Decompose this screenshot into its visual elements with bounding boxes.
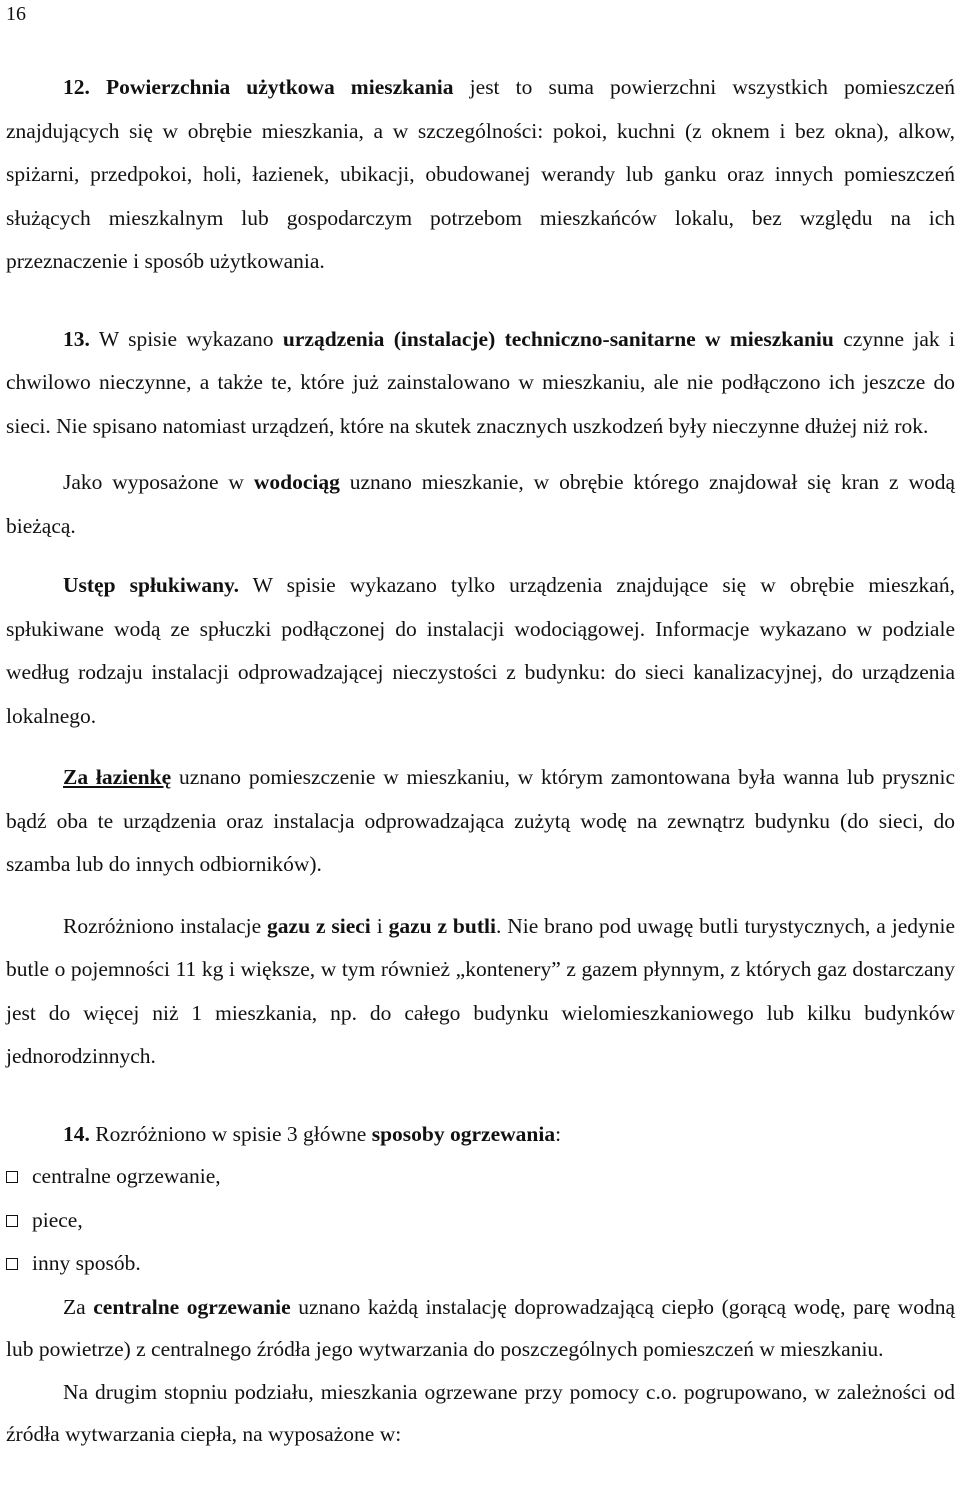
page-number: 16 — [6, 3, 26, 25]
section-14-paragraph-2 — [6, 1286, 955, 1371]
section-13-p2-text: uznano mieszkanie, w obrębie którego znajdował się kran z wodą bieżącą. — [6, 470, 956, 538]
section-13-p5-text: . Nie brano pod uwagę butli turystycznych, a jedynie butle o pojemności 11 kg i większe, w tym również „kontenery” z gazem płynnym, z których gaz dostarczany jest do więcej niż 1 mieszkania, np. do całego budynku wielomieszkaniowego lub kilku budynków jednorodzinnych. — [6, 913, 956, 1068]
section-14-number: 14. — [63, 1121, 90, 1146]
section-14-intro: Rozróżniono w spisie 3 główne — [95, 1121, 367, 1146]
checkbox-square-icon — [6, 1215, 18, 1227]
section-14-paragraph-3: Na drugim stopniu podziału, mieszkania ogrzewane przy pomocy c.o. pogrupowano, w zależności od źródła wytwarzania ciepła, na wyposażone w: — [6, 1379, 955, 1446]
section-14-p2-text: uznano każdą instalację doprowadzającą ciepło (gorącą wodę, parę wodną lub powietrze) z centralnego źródła jego wytwarzania do poszczególnych pomieszczeń w mieszkaniu. — [6, 1294, 955, 1361]
section-12-term: Powierzchnia użytkowa mieszkania — [106, 75, 454, 99]
document-body — [6, 66, 955, 1456]
section-14-p2-term: centralne ogrzewanie — [93, 1294, 291, 1319]
section-13-p5-term-2: gazu z butli — [388, 913, 496, 938]
section-13-number: 13. — [63, 326, 90, 351]
section-13-p2-term: wodociąg — [253, 470, 340, 494]
checkbox-square-icon — [6, 1258, 18, 1270]
section-13-paragraph-3 — [6, 564, 955, 738]
list-item — [6, 1242, 955, 1286]
list-item-label: piece, — [32, 1207, 83, 1232]
section-14-colon: : — [555, 1121, 562, 1146]
section-13-paragraph-5 — [6, 905, 955, 1079]
list-item — [6, 1155, 955, 1199]
section-13-p4-text: uznano pomieszczenie w mieszkaniu, w którym zamontowana była wanna lub prysznic bądź oba te urządzenia oraz instalacja odprowadzająca zużytą wodę na zewnątrz budynku (do sieci, do szamba lub do innych odbiorników). — [6, 765, 955, 876]
section-12-number: 12. — [63, 75, 90, 99]
section-13-p2-intro: Jako wyposażone w — [63, 470, 244, 494]
section-13-paragraph-2 — [6, 461, 955, 548]
section-13-p3-term: Ustęp spłukiwany. — [63, 573, 239, 597]
list-item-label: inny sposób. — [32, 1251, 141, 1275]
section-13-p5-conj: i — [376, 913, 383, 938]
section-13-p5-term-1: gazu z sieci — [267, 913, 371, 938]
section-13-p3-text: W spisie wykazano tylko urządzenia znajdujące się w obrębie mieszkań, spłukiwane wodą ze spłuczki podłączonej do instalacji wodociągowej. Informacje wykazano w podziale według rodzaju instalacji odprowadzającej nieczystości z budynku: do sieci kanalizacyjnej, do urządzenia lokalnego. — [6, 573, 955, 728]
section-12-text: jest to suma powierzchni wszystkich pomieszczeń znajdujących się w obrębie mieszkania, a w szczególności: pokoi, kuchni (z oknem i bez okna), alkow, spiżarni, przedpokoi, holi, łazienek, ubikacji, obudowanej werandy lub ganku oraz innych pomieszczeń służących mieszkalnym lub gospodarczym potrzebom mieszkańców lokalu, bez względu na ich przeznaczenie i sposób użytkowania. — [6, 75, 956, 273]
section-13-paragraph-4 — [6, 756, 955, 887]
section-14-p2-intro: Za — [63, 1294, 86, 1319]
section-13-paragraph-1 — [6, 318, 955, 449]
checkbox-square-icon — [6, 1171, 18, 1183]
section-13-p1-term: urządzenia (instalacje) techniczno-sanitarne w mieszkaniu — [282, 326, 834, 351]
section-12-paragraph — [6, 66, 955, 284]
section-13-p1-text: czynne jak i chwilowo nieczynne, a także te, które już zainstalowano w mieszkaniu, ale nie podłączono ich jeszcze do sieci. Nie spisano natomiast urządzeń, które na skutek znacznych uszkodzeń były nieczynne dłużej niż rok. — [6, 326, 955, 438]
section-13-p4-term: Za łazienkę — [63, 765, 172, 789]
section-14-term: sposoby ogrzewania — [371, 1121, 556, 1146]
heating-methods-list — [6, 1155, 955, 1286]
list-item — [6, 1199, 955, 1243]
section-13-p5-intro: Rozróżniono instalacje — [63, 913, 262, 938]
section-14-paragraph-1 — [6, 1113, 955, 1156]
section-13-p1-intro: W spisie wykazano — [98, 326, 274, 351]
list-item-label: centralne ogrzewanie, — [32, 1164, 221, 1188]
